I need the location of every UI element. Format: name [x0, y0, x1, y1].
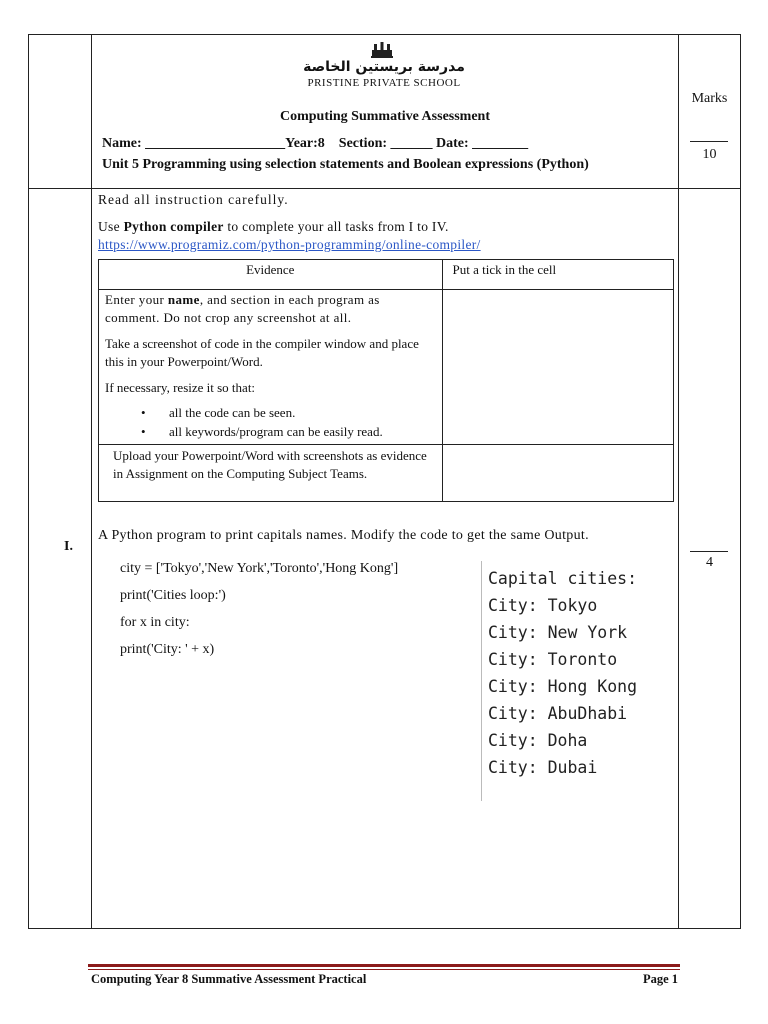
- output-screenshot: [481, 561, 662, 801]
- output-line: Capital cities:: [488, 569, 638, 588]
- evidence-name-bold: name: [167, 292, 200, 307]
- evidence-name-pre: Enter your: [105, 292, 168, 307]
- use-suffix: to complete your all tasks from I to IV.: [223, 219, 449, 234]
- marks-label: Marks: [691, 91, 728, 106]
- output-line: City: Dubai: [488, 758, 598, 777]
- frame-header-divider: [28, 188, 741, 189]
- question-marks: 4: [706, 555, 713, 570]
- output-line: City: New York: [488, 623, 628, 642]
- evidence-bullets: [105, 403, 436, 441]
- code-line: for x in city:: [120, 615, 190, 630]
- bullet-item: • all the code can be seen.: [141, 405, 296, 420]
- frame-bottom: [28, 928, 741, 929]
- footer-page-number: Page 1: [642, 972, 678, 986]
- tick-header: [442, 260, 674, 290]
- evidence-name-post: , and section in each program as comment. Do not crop any screenshot at all.: [105, 292, 380, 325]
- tick-header-label: Put a tick in the cell: [452, 262, 557, 277]
- question-marks-rule: [690, 551, 728, 552]
- bullet-item: • all keywords/program can be easily read.: [141, 424, 383, 439]
- unit-title: Unit 5 Programming using selection statements and Boolean expressions (Python): [102, 157, 589, 172]
- tick-cell-2[interactable]: [442, 445, 674, 502]
- assessment-title: Computing Summative Assessment: [279, 109, 490, 124]
- evidence-upload-text: Upload your Powerpoint/Word with screenshots as evidence in Assignment on the Computing Subject Teams.: [113, 448, 427, 481]
- school-name: PRISTINE PRIVATE SCHOOL: [307, 77, 461, 89]
- question-prompt: A Python program to print capitals names. Modify the code to get the same Output.: [98, 528, 589, 543]
- evidence-cell-1: [99, 290, 443, 445]
- use-prefix: Use: [98, 219, 124, 234]
- output-line: City: Doha: [488, 731, 588, 750]
- marks-total: 10: [702, 147, 717, 162]
- output-line: City: Toronto: [488, 650, 618, 669]
- evidence-resize-text: If necessary, resize it so that:: [105, 380, 256, 395]
- footer-rule: [88, 964, 680, 967]
- question-number: I.: [64, 539, 73, 554]
- code-line: city = ['Tokyo','New York','Toronto','Hong Kong']: [120, 561, 399, 576]
- frame-col-divider-1: [91, 34, 92, 929]
- frame-top: [28, 34, 741, 35]
- output-line: City: Hong Kong: [488, 677, 638, 696]
- code-block: [120, 555, 398, 663]
- marks-rule: [690, 141, 728, 142]
- read-instructions: Read all instruction carefully.: [98, 192, 289, 207]
- code-line: print('Cities loop:'): [120, 588, 226, 603]
- evidence-name-text: [105, 291, 436, 327]
- use-compiler-text: [98, 219, 449, 235]
- evidence-header: Evidence: [99, 260, 443, 290]
- evidence-cell-2: [99, 445, 443, 502]
- output-line: City: Tokyo: [488, 596, 598, 615]
- use-bold: Python compiler: [123, 219, 224, 234]
- evidence-screenshot-text: Take a screenshot of code in the compiler window and place this in your Powerpoint/Word.: [105, 336, 419, 369]
- footer-title: Computing Year 8 Summative Assessment Practical: [91, 972, 367, 986]
- frame-right: [740, 34, 741, 929]
- compiler-link[interactable]: https://www.programiz.com/python-programming/online-compiler/: [98, 237, 481, 252]
- student-fields: Name: ____________________Year:8 Section: ______ Date: ________: [102, 136, 529, 151]
- tick-cell-1[interactable]: [442, 290, 674, 445]
- school-name-arabic: مدرسة بريستين الخاصة: [303, 59, 465, 75]
- frame-left: [28, 34, 29, 929]
- code-line: print('City: ' + x): [120, 642, 215, 657]
- frame-col-divider-2: [678, 34, 679, 929]
- output-line: City: AbuDhabi: [488, 704, 628, 723]
- evidence-table: [98, 259, 674, 502]
- footer-rule-thin: [88, 969, 680, 970]
